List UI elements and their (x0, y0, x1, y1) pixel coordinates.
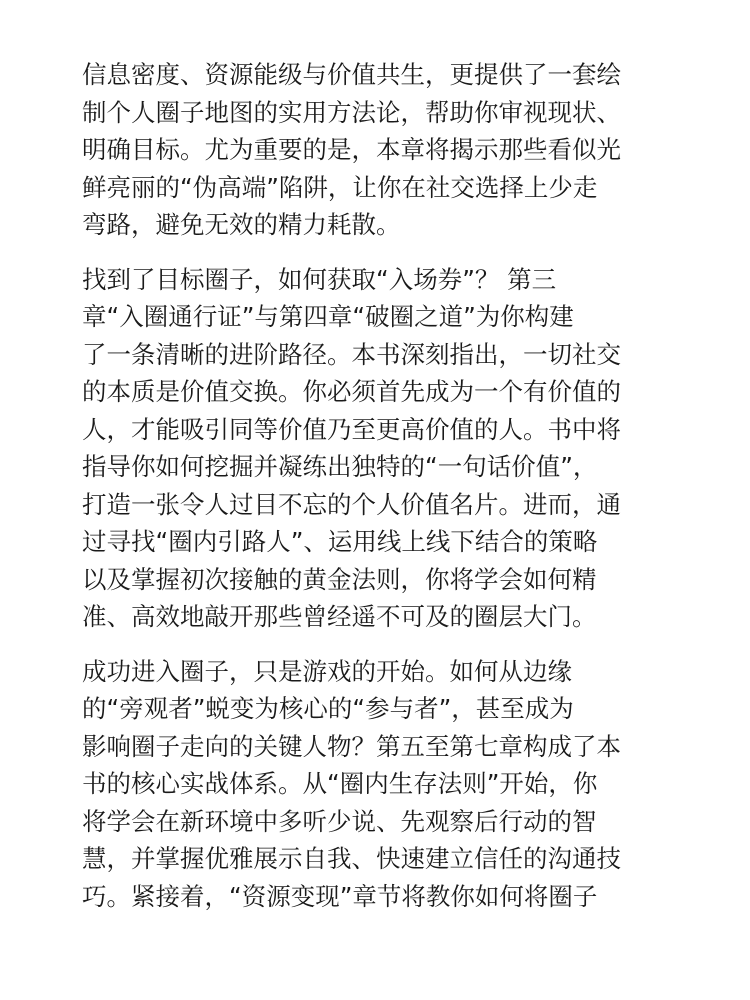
text-line: 找到了目标圈子，如何获取“入场券”？ 第三 (82, 264, 557, 294)
text-line: 巧。紧接着，“资源变现”章节将教你如何将圈子 (82, 881, 598, 911)
text-line: 以及掌握初次接触的黄金法则，你将学会如何精 (82, 564, 597, 594)
text-line: 准、高效地敲开那些曾经遥不可及的圈层大门。 (82, 602, 597, 631)
text-line: 将学会在新环境中多听少说、先观察后行动的智 (82, 806, 597, 836)
text-line: 制个人圈子地图的实用方法论，帮助你审视现状、 (82, 97, 621, 127)
text-line: 慧，并掌握优雅展示自我、快速建立信任的沟通技 (82, 844, 621, 873)
text-line: 明确目标。尤为重要的是，本章将揭示那些看似光 (82, 135, 621, 164)
paragraph-2 (82, 261, 672, 636)
paragraph-1 (82, 56, 672, 244)
text-line: 章“入圈通行证”与第四章“破圈之道”为你构建 (82, 302, 574, 331)
body-text (82, 56, 672, 932)
text-line: 打造一张令人过目不忘的个人价值名片。进而，通 (82, 489, 621, 519)
text-line: 人，才能吸引同等价值乃至更高价值的人。书中将 (82, 414, 621, 444)
text-line: 鲜亮丽的“伪高端”陷阱，让你在社交选择上少走 (82, 172, 598, 202)
text-line: 的“旁观者”蜕变为核心的“参与者”，甚至成为 (82, 694, 574, 723)
paragraph-3 (82, 653, 672, 916)
text-line: 成功进入圈子，只是游戏的开始。如何从边缘 (82, 656, 572, 686)
text-line: 信息密度、资源能级与价值共生，更提供了一套绘 (82, 60, 621, 89)
text-line: 了一条清晰的进阶路径。本书深刻指出，一切社交 (82, 339, 621, 369)
text-line: 指导你如何挖掘并凝练出独特的“一句话价值”， (82, 452, 598, 481)
text-line: 影响圈子走向的关键人物？第五至第七章构成了本 (82, 731, 621, 761)
text-line: 书的核心实战体系。从“圈内生存法则”开始，你 (82, 769, 598, 798)
text-line: 的本质是价值交换。你必须首先成为一个有价值的 (82, 377, 621, 406)
text-line: 弯路，避免无效的精力耗散。 (82, 210, 401, 239)
text-line: 过寻找“圈内引路人”、运用线上线下结合的策略 (82, 527, 598, 556)
